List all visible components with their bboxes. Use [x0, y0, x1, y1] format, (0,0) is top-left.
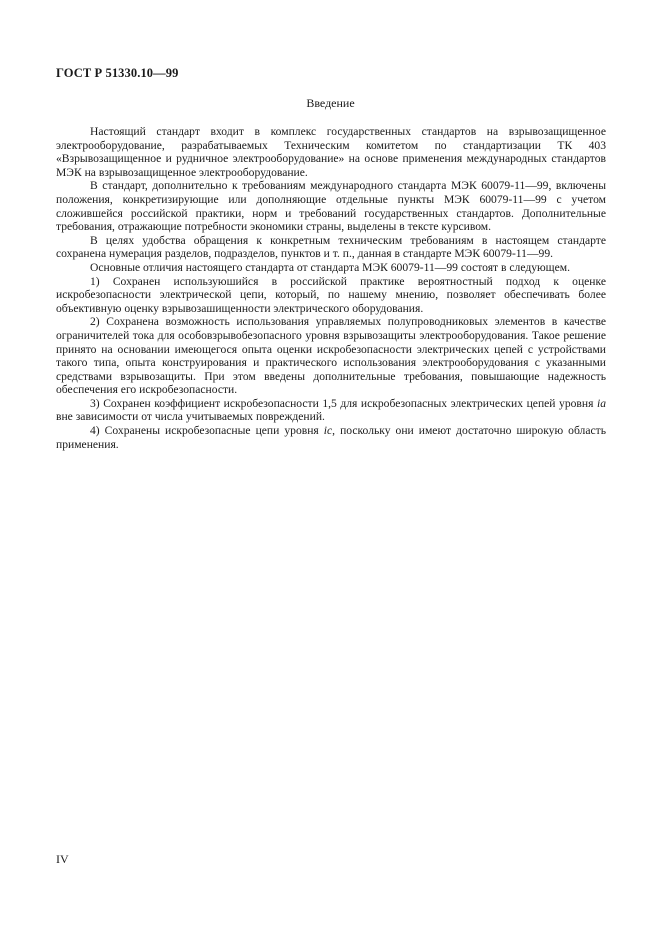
list-item-3: [56, 397, 606, 424]
page-number: IV: [56, 852, 69, 866]
paragraph-differences: Основные отличия настоящего стандарта от стандарта МЭК 60079-11—99 состоят в следующем.: [90, 260, 570, 274]
section-title: Введение: [306, 96, 355, 110]
item3-text-end: вне зависимости от числа учитываемых повреждений.: [56, 410, 325, 424]
item3-level: ia: [596, 396, 606, 410]
list-item-1: 1) Сохранен используюшийся в российской практике вероятностный подход к оценке искробезопасности электрической цепи, который, по нашему мнению, позволяет обеспечивать более объективную оценку взрывозашищенности электрического оборудования.: [56, 274, 606, 315]
item4-text-end: , поскольку они имеют достаточно широкую область применения.: [56, 424, 606, 451]
item4-text: 4) Сохранены искробезопасные цепи уровня: [90, 424, 324, 438]
paragraph-numbering: В целях удобства обращения к конкретным техническим требованиям в настоящем стандарте сохранена нумерация разделов, подразделов, пунктов и т. п., данная в стандарте МЭК 60079-11—99.: [56, 233, 606, 261]
body-text: [56, 125, 606, 451]
list-item-4: [56, 424, 606, 451]
item3-text: 3) Сохранен коэффициент искробезопасности 1,5 для искробезопасных электрических цепей уровня: [90, 396, 597, 410]
document-code: ГОСТ Р 51330.10—99: [56, 66, 179, 80]
paragraph-additions: В стандарт, дополнительно к требованиям международного стандарта МЭК 60079-11—99, включены положения, конкретизирующие или дополняющие отдельные пункты МЭК 60079-11—99 с учетом сложившейся российской практики, норм и требований государственных стандартов. Дополнительные требования, отражающие потребности экономики страны, выделены в тексте курсивом.: [56, 179, 606, 234]
item4-level: ic: [323, 424, 333, 438]
list-item-2: 2) Сохранена возможность использования управляемых полупроводниковых элементов в качестве ограничителей тока для особовзрывобезопасного уровня взрывозащиты электрооборудования. Такое решение принято на основании имеющегося опыта оценки искробезопасности электрических цепей с устройствами такого типа, опыта конструирования и практического использования электрооборудования с указанными средствами взрывозащиты. При этом введены дополнительные требования, повышающие надежность обеспечения его искробезопасности.: [56, 315, 606, 397]
paragraph-intro: Настоящий стандарт входит в комплекс государственных стандартов на взрывозащищенное электрооборудование, разрабатываемых Техническим комитетом по стандартизации ТК 403 «Взрывозащищенное и рудничное электрооборудование» на основе применения международных стандартов МЭК на взрывозащищенное электрооборудование.: [56, 125, 606, 179]
